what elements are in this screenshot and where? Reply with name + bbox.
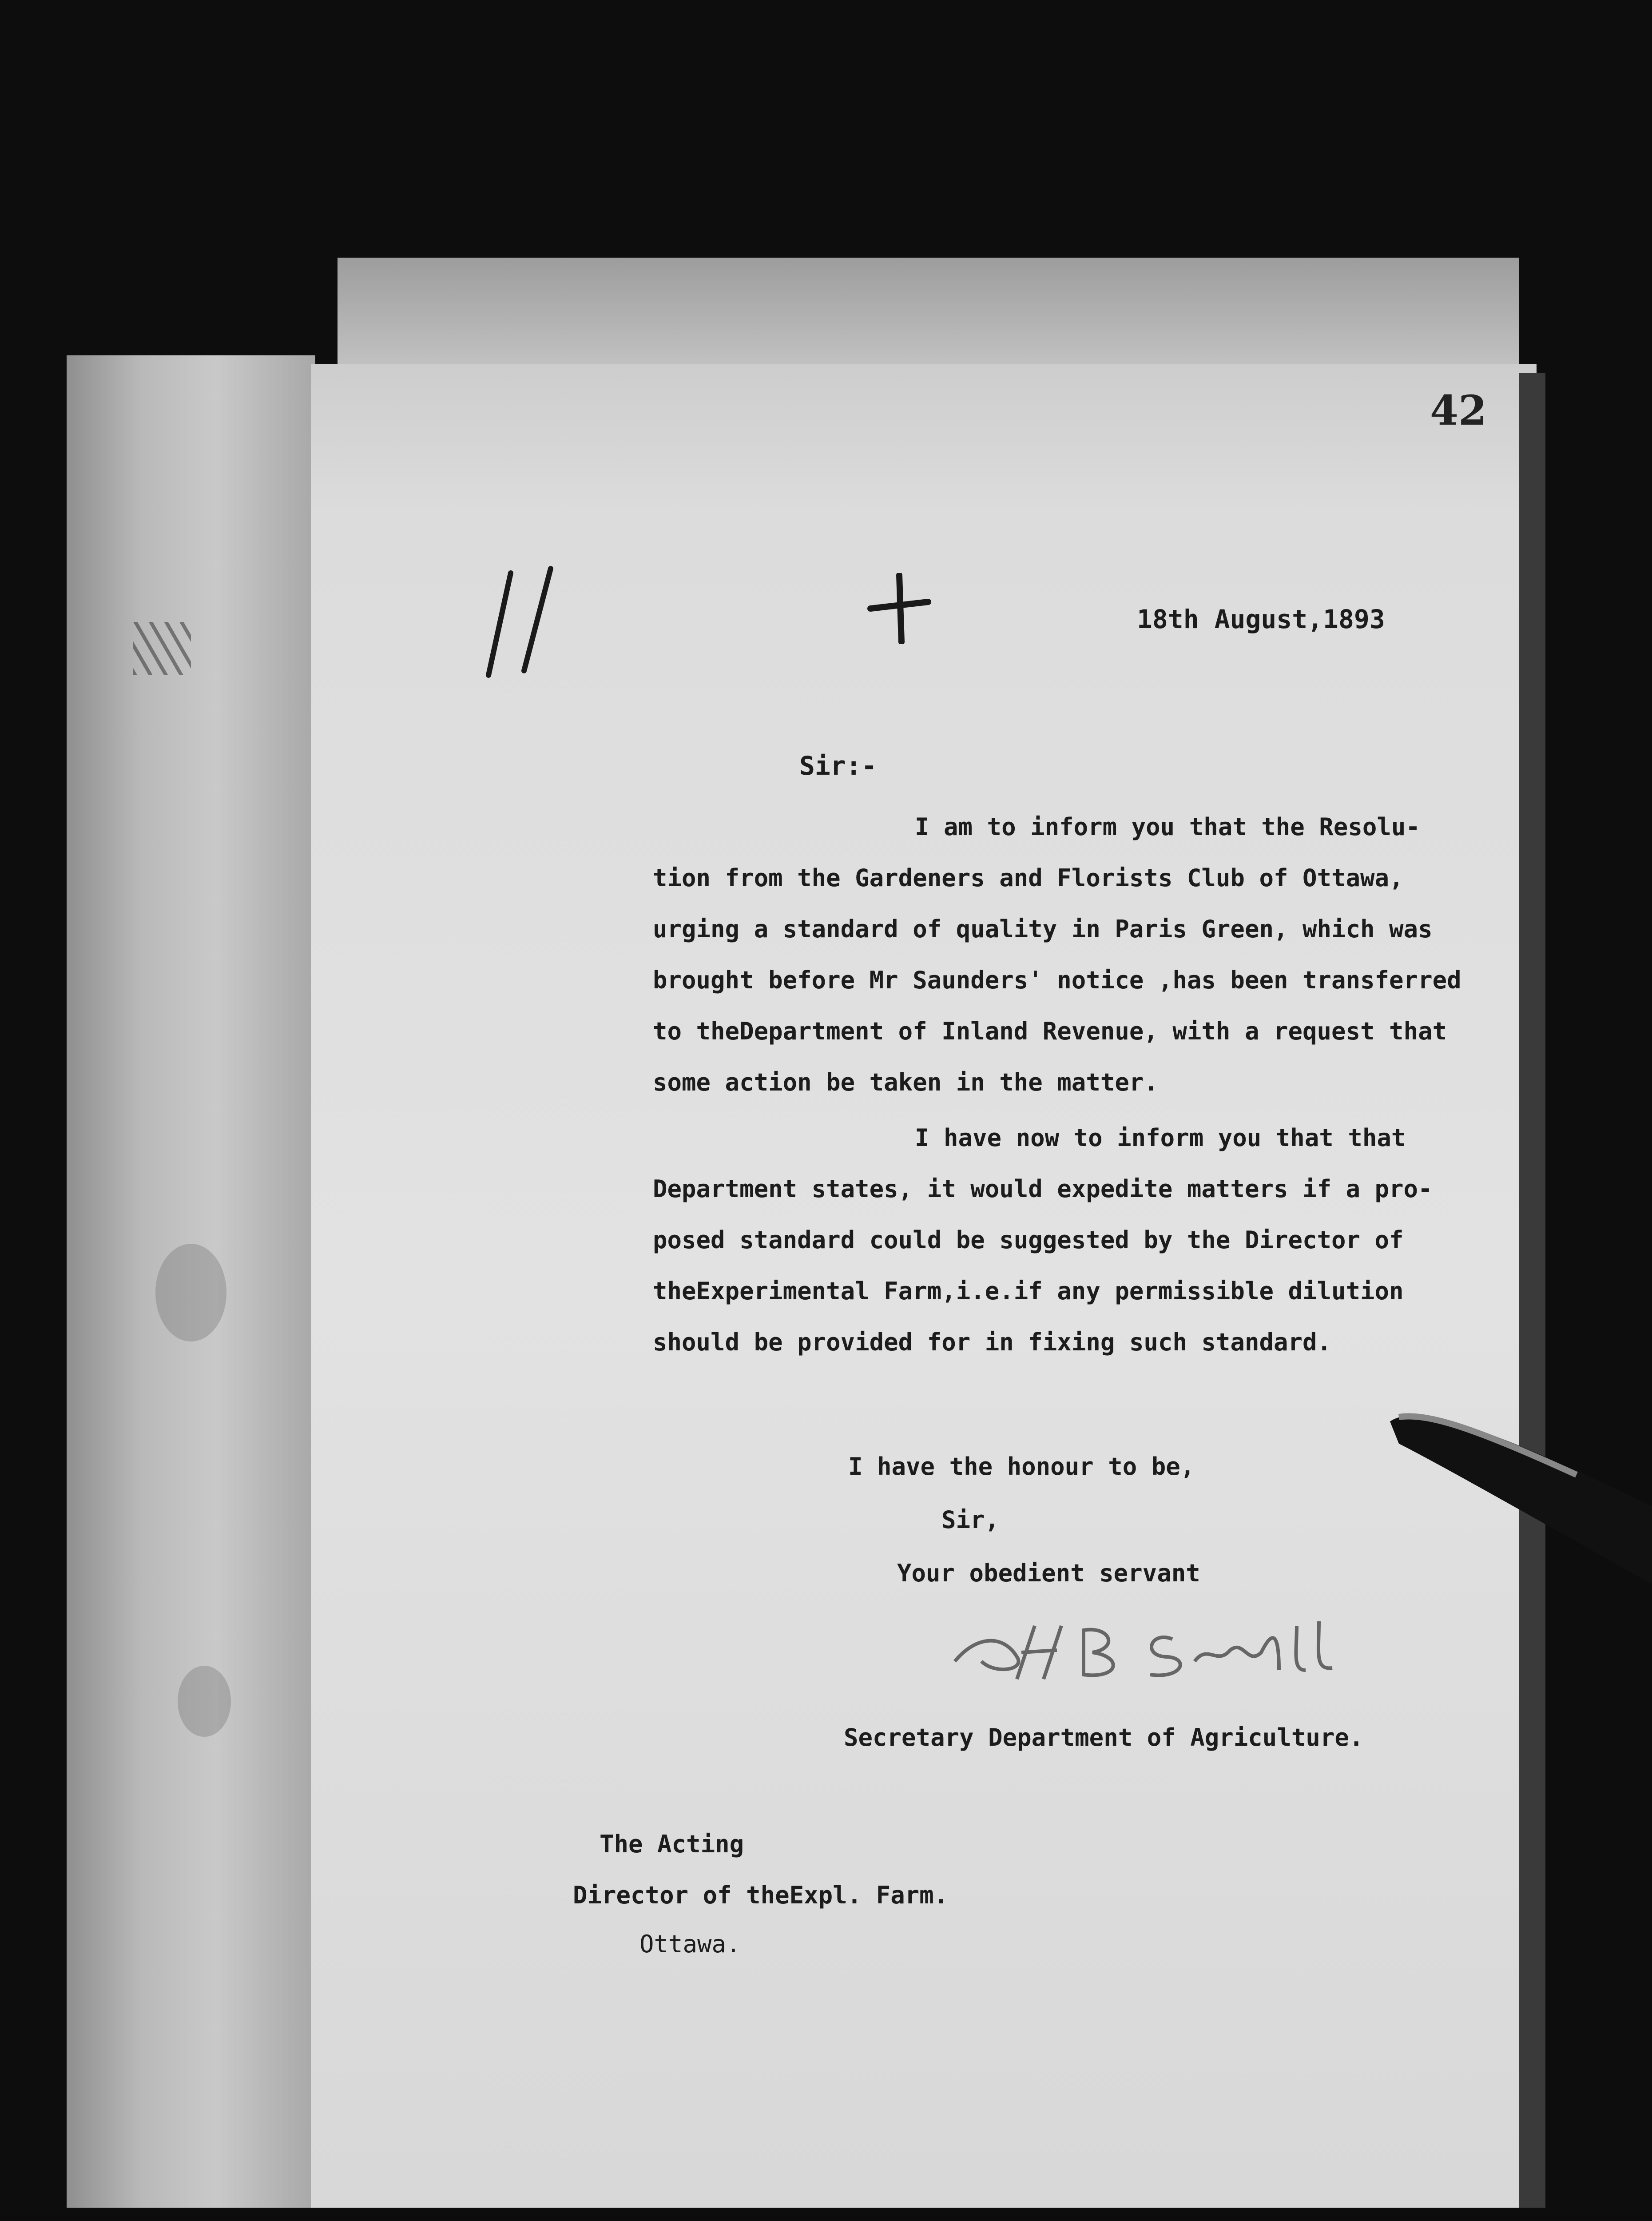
body-line: Department states, it would expedite matters if a pro- (653, 1175, 1433, 1203)
addressee-line: The Acting (600, 1830, 744, 1858)
pen-tip (1390, 1404, 1652, 1599)
page-edge-shadow (1519, 373, 1545, 2208)
salutation: Sir:- (799, 751, 877, 781)
addressee-line: Director of theExpl. Farm. (573, 1881, 949, 1909)
body-line: tion from the Gardeners and Florists Club of Ottawa, (653, 864, 1404, 892)
page-stain (155, 1244, 226, 1341)
body-line: I have now to inform you that that (915, 1124, 1406, 1152)
page-stain (178, 1666, 231, 1737)
body-line: some action be taken in the matter. (653, 1068, 1158, 1096)
folio-number: 42 (1430, 386, 1487, 434)
body-line: should be provided for in fixing such standard. (653, 1328, 1332, 1356)
body-line: I am to inform you that the Resolu- (915, 813, 1420, 841)
body-line: posed standard could be suggested by the Director of (653, 1226, 1404, 1254)
signature (941, 1608, 1368, 1688)
pencil-slash-marks (484, 560, 591, 684)
body-line: to theDepartment of Inland Revenue, with a request that (653, 1017, 1447, 1045)
body-line: brought before Mr Saunders' notice ,has been transferred (653, 966, 1461, 994)
folded-page-strip (67, 355, 315, 2208)
signatory-title: Secretary Department of Agriculture. (844, 1723, 1364, 1751)
body-line: theExperimental Farm,i.e.if any permissible dilution (653, 1277, 1404, 1305)
hatch-marks (133, 622, 191, 675)
pencil-cross-mark (866, 573, 933, 644)
letter-date: 18th August,1893 (1137, 604, 1385, 634)
closing-line: Sir, (941, 1506, 1000, 1534)
underlying-page-edge (338, 258, 1519, 373)
closing-line: Your obedient servant (897, 1559, 1200, 1587)
body-line: urging a standard of quality in Paris Green, which was (653, 915, 1433, 943)
addressee-line: Ottawa. (639, 1930, 741, 1958)
closing-line: I have the honour to be, (848, 1453, 1195, 1481)
